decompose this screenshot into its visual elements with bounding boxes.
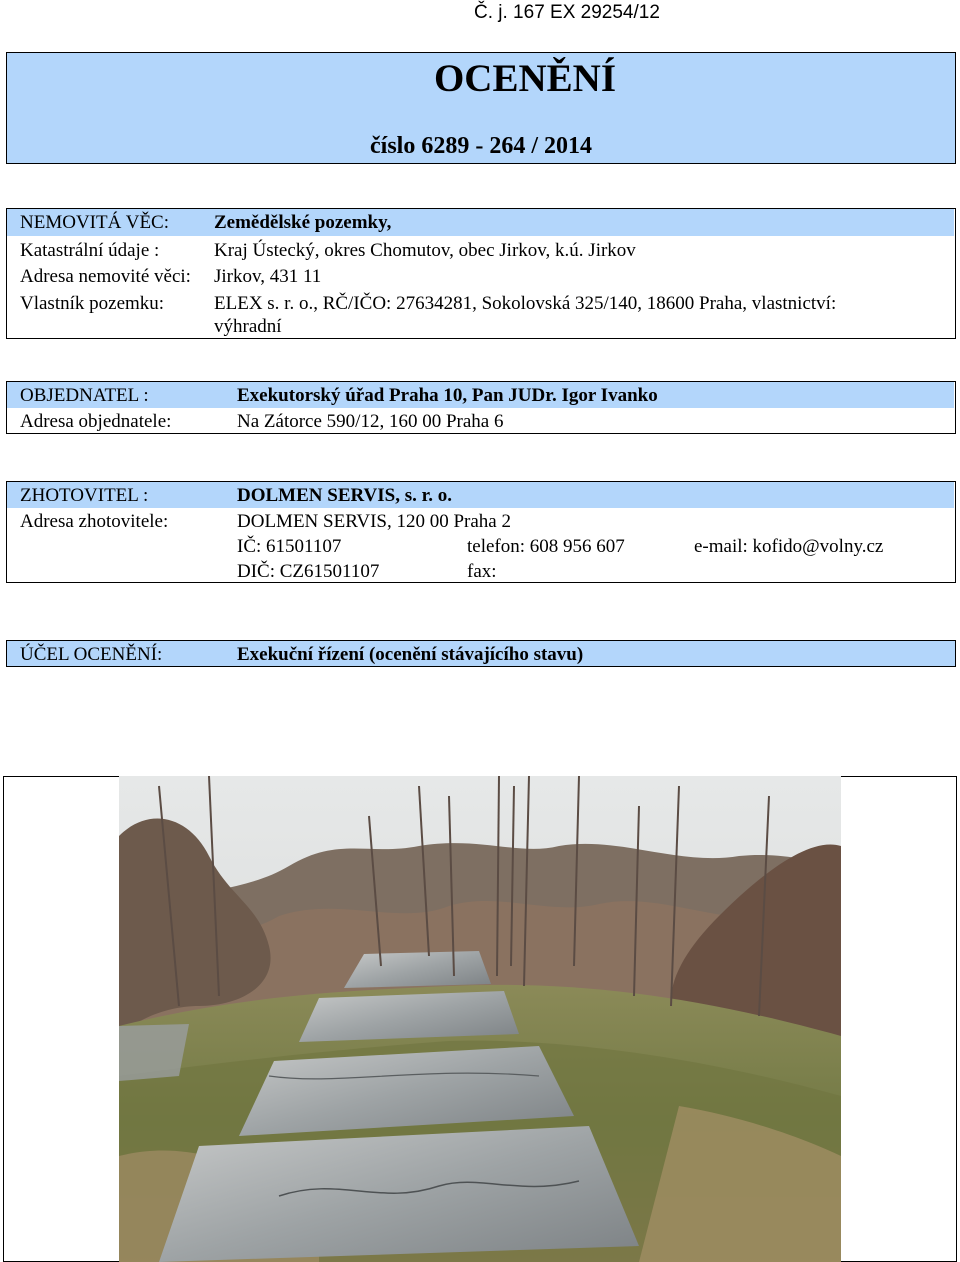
owner-value-cont: výhradní [214, 316, 282, 337]
property-photo [119, 776, 841, 1262]
contractor-ic: IČ: 61501107 [237, 536, 342, 557]
page-subtitle: číslo 6289 - 264 / 2014 [370, 133, 592, 159]
contractor-phone: telefon: 608 956 607 [467, 536, 625, 557]
client-address-label: Adresa objednatele: [20, 411, 172, 432]
property-value: Zemědělské pozemky, [214, 212, 392, 233]
client-address-value: Na Zátorce 590/12, 160 00 Praha 6 [237, 411, 504, 432]
property-address-label: Adresa nemovité věci: [20, 266, 191, 287]
client-label: OBJEDNATEL : [20, 385, 149, 406]
document-reference: Č. j. 167 EX 29254/12 [474, 2, 660, 23]
contractor-dic: DIČ: CZ61501107 [237, 561, 380, 582]
purpose-label: ÚČEL OCENĚNÍ: [20, 644, 163, 665]
contractor-header-band [7, 482, 954, 508]
purpose-value: Exekuční řízení (ocenění stávajícího stavu) [237, 644, 584, 665]
contractor-fax: fax: [467, 561, 497, 582]
page-title: OCENĚNÍ [433, 57, 617, 100]
property-label: NEMOVITÁ VĚC: [20, 212, 170, 233]
owner-label: Vlastník pozemku: [20, 293, 165, 314]
property-address-value: Jirkov, 431 11 [214, 266, 322, 287]
contractor-address-label: Adresa zhotovitele: [20, 511, 169, 532]
contractor-email: e-mail: kofido@volny.cz [694, 536, 884, 557]
cadastre-value: Kraj Ústecký, okres Chomutov, obec Jirkov, k.ú. Jirkov [214, 240, 636, 261]
cadastre-label: Katastrální údaje : [20, 240, 160, 261]
contractor-address-value: DOLMEN SERVIS, 120 00 Praha 2 [237, 511, 511, 532]
contractor-label: ZHOTOVITEL : [20, 485, 149, 506]
contractor-value: DOLMEN SERVIS, s. r. o. [237, 485, 453, 506]
owner-value: ELEX s. r. o., RČ/IČO: 27634281, Sokolovská 325/140, 18600 Praha, vlastnictví: [214, 293, 837, 314]
client-value: Exekutorský úřad Praha 10, Pan JUDr. Igor Ivanko [237, 385, 658, 406]
